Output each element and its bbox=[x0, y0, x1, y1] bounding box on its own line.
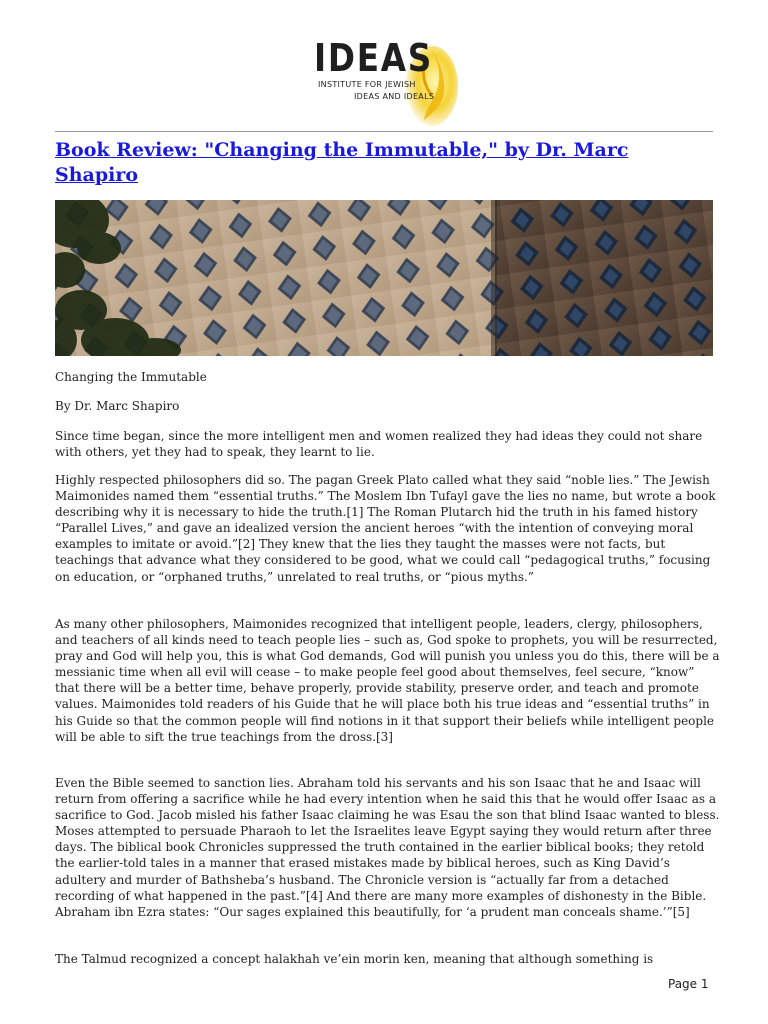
article-title-link[interactable]: Book Review: "Changing the Immutable," by Dr. Marc Shapiro bbox=[55, 139, 629, 186]
header-divider bbox=[55, 131, 713, 132]
logo-wordmark: IDEAS bbox=[314, 36, 434, 80]
article-paragraph: Highly respected philosophers did so. The pagan Greek Plato called what they said “noble lies.” The Jewish Maimonides named them “essential truths.” The Moslem Ibn Tufayl gave the lies no name, but wrote a book describing why it is necessary to hide the truth.[1] The Roman Plutarch hid the truth in his famed history “Parallel Lives,” and gave an idealized version the ancient heroes “with the intention of conveying moral examples to imitate or avoid.”[2] They knew that the lies they taught the masses were not facts, but teachings that advance what they considered to be good, what we could call “pedagogical truths,” focusing on education, or “orphaned truths,” unrelated to real truths, or “pious myths.” bbox=[55, 473, 716, 584]
logo-tagline-line2: IDEAS AND IDEALS bbox=[354, 92, 435, 101]
article-paragraph: Since time began, since the more intelligent men and women realized they had ideas they could not share with others, yet they had to speak, they learnt to lie. bbox=[55, 429, 703, 460]
article-paragraph: The Talmud recognized a concept halakhah ve’ein morin ken, meaning that although something is bbox=[55, 952, 654, 966]
hero-image bbox=[55, 200, 713, 356]
logo-tagline-line1: INSTITUTE FOR JEWISH bbox=[318, 80, 416, 89]
page-number: Page 1 bbox=[668, 977, 709, 991]
article-paragraph: As many other philosophers, Maimonides recognized that intelligent people, leaders, clergy, philosophers, and teachers of all kinds need to teach people lies – such as, God spoke to prophets, you will be resurrected, pray and God will help you, this is what God demands, God will punish you unless you do this, there will be a messianic time when all evil will cease – to make people feel good about themselves, feel secure, “know” that there will be a better time, behave properly, provide stability, preserve order, and teach and promote values. Maimonides told readers of his Guide that he will place both his true ideas and “essential truths” in his Guide so that the common people will find notions in it that support their beliefs while intelligent people will be able to sift the true teachings from the dross.[3] bbox=[55, 617, 720, 744]
article-paragraph: Even the Bible seemed to sanction lies. Abraham told his servants and his son Isaac that he and Isaac will return from offering a sacrifice while he had every intention when he said this that he would offer Isaac as a sacrifice to God. Jacob misled his father Isaac claiming he was Esau the son that blind Isaac wanted to bless. Moses attempted to persuade Pharaoh to let the Israelites leave Egypt saying they would return after three days. The biblical book Chronicles suppressed the truth contained in the earlier biblical books; they retold the earlier-told tales in a manner that erased mistakes made by biblical heroes, such as King David’s adultery and murder of Bathsheba’s husband. The Chronicle version is “actually far from a detached recording of what happened in the past.”[4] And there are many more examples of dishonesty in the Bible. Abraham ibn Ezra states: “Our sages explained this beautifully, for ‘a prudent man conceals shame.’”[5] bbox=[55, 776, 720, 919]
ideas-logo bbox=[312, 36, 462, 128]
article-subtitle: Changing the Immutable bbox=[55, 370, 207, 384]
article-byline: By Dr. Marc Shapiro bbox=[55, 399, 180, 413]
